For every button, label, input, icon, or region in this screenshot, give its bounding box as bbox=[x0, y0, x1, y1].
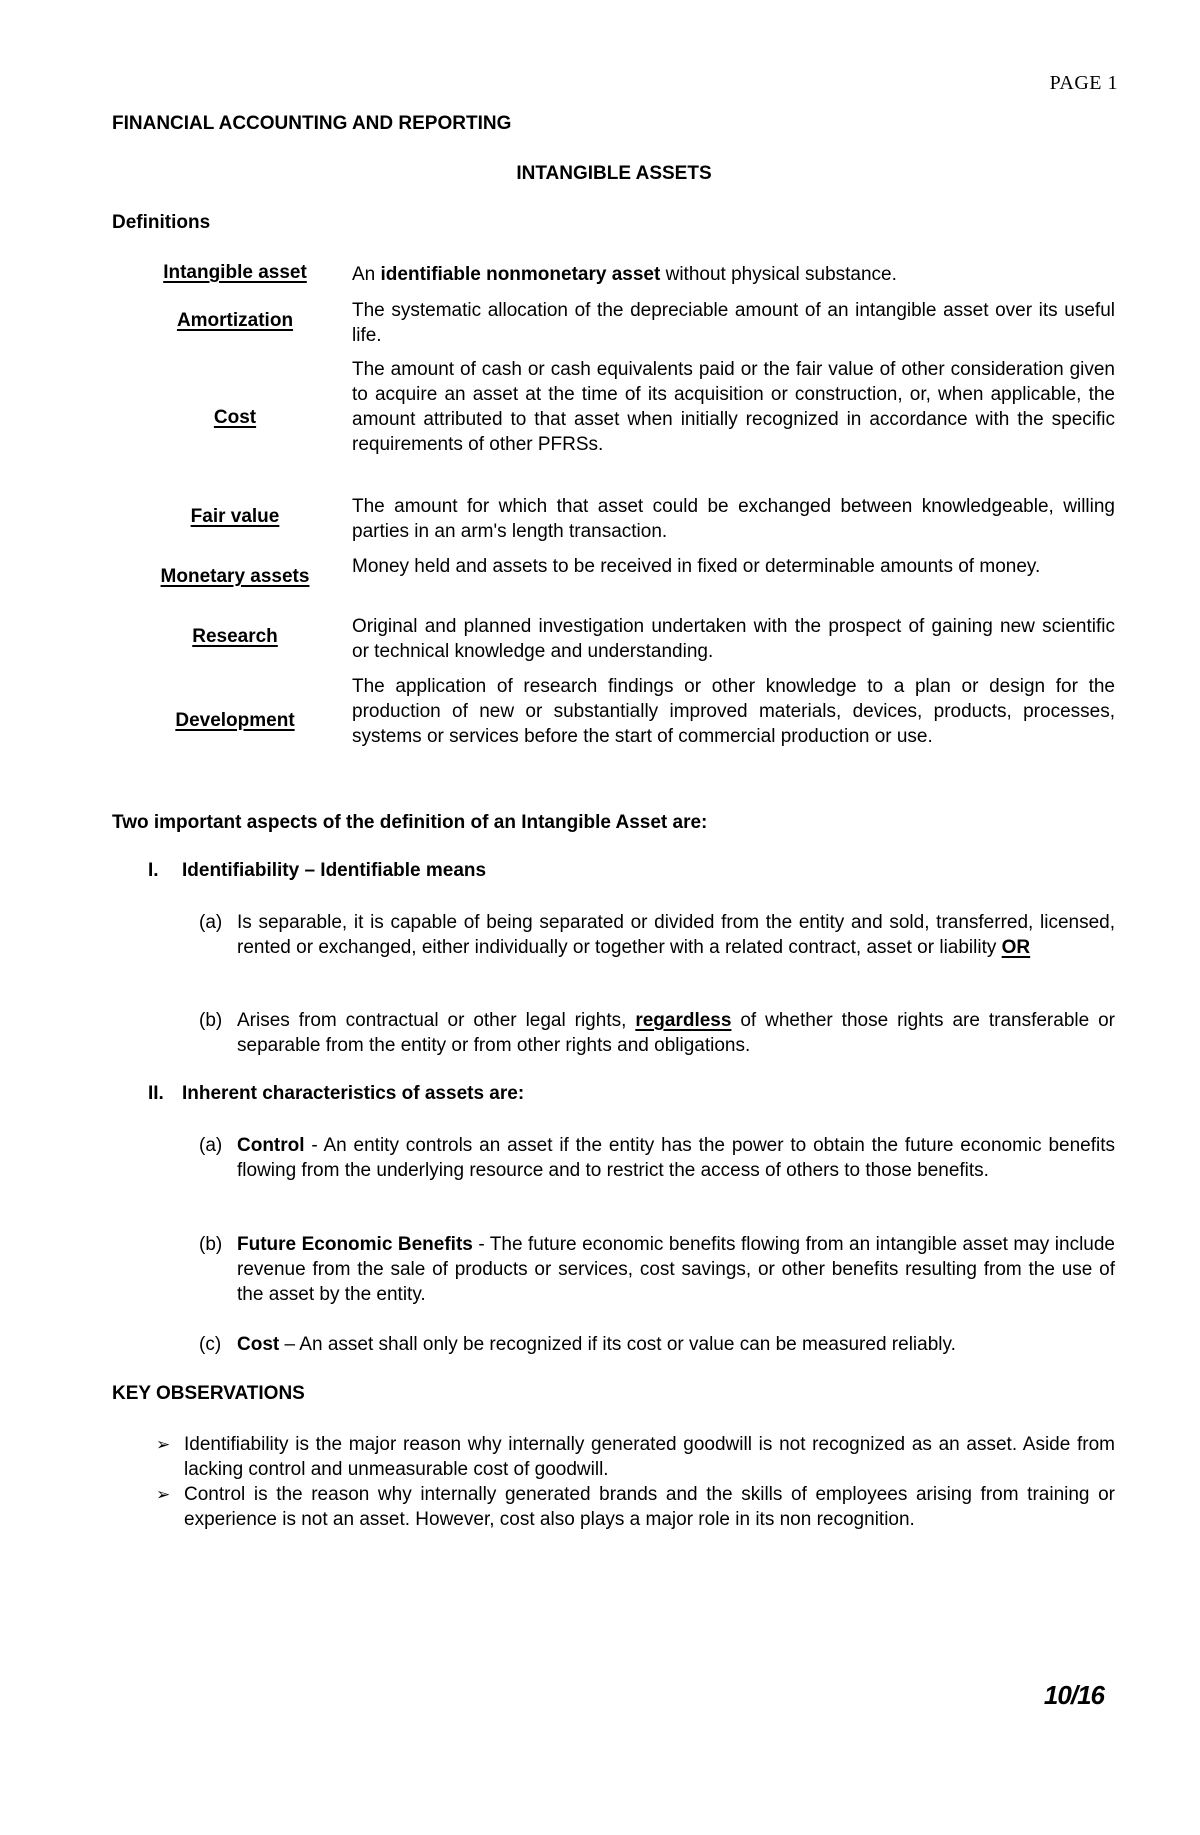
aspects-heading: Two important aspects of the definition of an Intangible Asset are: bbox=[112, 812, 708, 833]
list-item bbox=[199, 1008, 1115, 1058]
section-heading: Identifiability – Identifiable means bbox=[182, 860, 487, 881]
item-label: (a) bbox=[199, 912, 223, 933]
arrow-bullet-icon: ➢ bbox=[156, 1485, 171, 1504]
key-observations-heading: KEY OBSERVATIONS bbox=[112, 1383, 305, 1404]
item-text: Control is the reason why internally generated brands and the skills of employees arising from training or experience is not an asset. However, cost also plays a major role in its non recognition. bbox=[184, 1484, 1115, 1530]
item-text: Cost – An asset shall only be recognized if its cost or value can be measured reliably. bbox=[237, 1334, 956, 1355]
item-text: Identifiability is the major reason why internally generated goodwill is not recognized as an asset. Aside from lacking control and unmeasurable cost of goodwill. bbox=[184, 1434, 1115, 1480]
definition-text: The systematic allocation of the depreciable amount of an intangible asset over its useful life. bbox=[352, 300, 1115, 346]
item-label: (b) bbox=[199, 1010, 223, 1031]
definition-text: The amount for which that asset could be exchanged between knowledgeable, willing parties in an arm's length transaction. bbox=[352, 496, 1115, 542]
definitions-heading: Definitions bbox=[112, 212, 211, 233]
section-numeral: I. bbox=[148, 860, 159, 881]
definition-term: Amortization bbox=[176, 310, 294, 331]
definition-term: Monetary assets bbox=[160, 566, 310, 587]
item-label: (a) bbox=[199, 1135, 223, 1156]
definition-term: Research bbox=[192, 626, 278, 647]
list-item bbox=[199, 1133, 1115, 1183]
section-numeral: II. bbox=[148, 1083, 164, 1104]
item-label: (c) bbox=[199, 1334, 222, 1355]
definition-term: Fair value bbox=[190, 506, 280, 527]
definition-text: Original and planned investigation undertaken with the prospect of gaining new scientific or technical knowledge and understanding. bbox=[352, 616, 1115, 662]
list-item bbox=[199, 1332, 1115, 1357]
definition-text: Money held and assets to be received in fixed or determinable amounts of money. bbox=[352, 556, 1041, 577]
section-identifiability bbox=[148, 860, 486, 882]
definition-term: Development bbox=[175, 710, 295, 731]
definition-text: An identifiable nonmonetary asset without physical substance. bbox=[352, 264, 897, 285]
document-title: INTANGIBLE ASSETS bbox=[516, 163, 712, 184]
item-text: Is separable, it is capable of being separated or divided from the entity and sold, transferred, licensed, rented or exchanged, either individually or together with a related contract, asset or liability OR bbox=[237, 912, 1115, 958]
list-item bbox=[156, 1482, 1115, 1532]
list-item bbox=[199, 910, 1115, 960]
section-characteristics bbox=[148, 1083, 524, 1105]
definition-term: Cost bbox=[213, 407, 257, 428]
definition-term: Intangible asset bbox=[163, 262, 307, 283]
definition-text: The application of research findings or other knowledge to a plan or design for the production of new or substantially improved materials, devices, products, processes, systems or services before the start of commercial production or use. bbox=[352, 676, 1115, 747]
section-heading: Inherent characteristics of assets are: bbox=[182, 1083, 525, 1104]
arrow-bullet-icon: ➢ bbox=[156, 1435, 171, 1454]
definition-text: The amount of cash or cash equivalents paid or the fair value of other consideration given to acquire an asset at the time of its acquisition or construction, or, when applicable, the amount attributed to that asset when initially recognized in accordance with the specific requirements of other PFRSs. bbox=[352, 359, 1115, 455]
page-count: 10/16 bbox=[1043, 1680, 1104, 1710]
course-title: FINANCIAL ACCOUNTING AND REPORTING bbox=[112, 113, 512, 134]
item-text: Control - An entity controls an asset if the entity has the power to obtain the future economic benefits flowing from the underlying resource and to restrict the access of others to those benefits. bbox=[237, 1135, 1115, 1181]
list-item bbox=[199, 1232, 1115, 1307]
item-text: Arises from contractual or other legal rights, regardless of whether those rights are transferable or separable from the entity or from other rights and obligations. bbox=[237, 1010, 1115, 1056]
list-item bbox=[156, 1432, 1115, 1482]
page-label: PAGE 1 bbox=[1049, 72, 1118, 94]
item-text: Future Economic Benefits - The future economic benefits flowing from an intangible asset may include revenue from the sale of products or services, cost savings, or other benefits resulting from the use of the asset by the entity. bbox=[237, 1234, 1116, 1305]
item-label: (b) bbox=[199, 1234, 223, 1255]
